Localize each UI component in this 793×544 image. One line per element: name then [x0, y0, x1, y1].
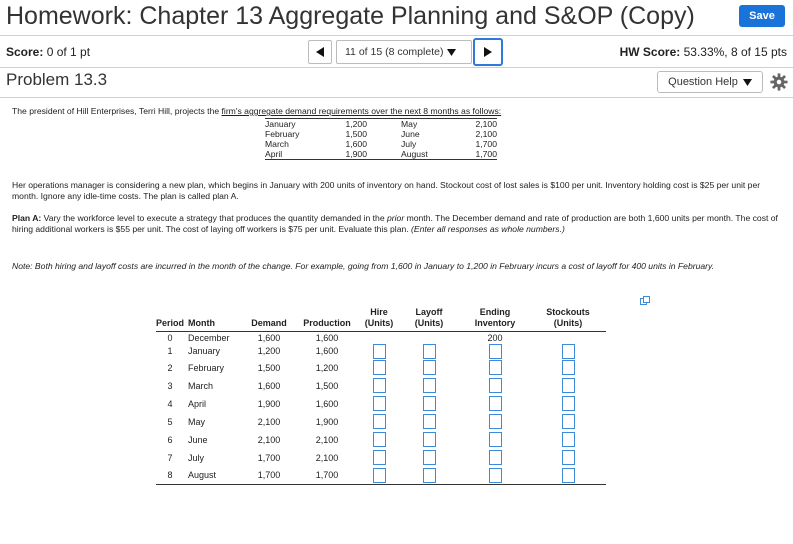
- divider: [0, 67, 793, 68]
- demand-demand-left: 1,600: [345, 139, 367, 149]
- ending-inventory-input[interactable]: [489, 432, 502, 447]
- hw-score: [620, 45, 787, 59]
- plan-a-label: Plan A:: [12, 213, 42, 223]
- table-row: [156, 413, 606, 431]
- plan-a-text: Vary the workforce level to execute a strategy that produces the quantity demanded in the: [41, 213, 387, 223]
- table-row: [156, 359, 606, 377]
- ending-inventory-input[interactable]: [489, 414, 502, 429]
- demand-row: [265, 149, 497, 160]
- ending-inventory-input[interactable]: [489, 468, 502, 483]
- hire-input[interactable]: [373, 450, 386, 465]
- header-ending-line2: Inventory: [474, 318, 516, 328]
- cell-demand: 1,500: [257, 362, 281, 373]
- page-title: Homework: Chapter 13 Aggregate Planning and S&OP (Copy): [6, 2, 695, 30]
- demand-table: [265, 118, 497, 160]
- stockouts-input[interactable]: [562, 468, 575, 483]
- cell-stockouts: [530, 413, 606, 431]
- header-stockouts-line1: Stockouts: [546, 307, 590, 317]
- cell-period: 4: [167, 398, 173, 409]
- cell-hire: [360, 344, 398, 359]
- cell-production: 1,200: [315, 362, 339, 373]
- demand-demand-right: 2,100: [471, 119, 497, 130]
- cell-month: February: [188, 362, 225, 373]
- header-layoff-line2: (Units): [414, 318, 444, 328]
- cell-period: 6: [167, 434, 173, 445]
- header-layoff-line1: Layoff: [415, 307, 443, 317]
- paragraph-operations: Her operations manager is considering a new plan, which begins in January with 200 units of inventory on hand. Stockout cost of lost sales is $100 per unit. Inventory holding cost is $25 per unit per month. Ignore any idle-time costs. The plan is called plan A.: [12, 180, 761, 201]
- cell-layoff: [398, 377, 460, 395]
- cell-production: 1,500: [315, 380, 339, 391]
- header-month: Month: [184, 307, 244, 332]
- layoff-input[interactable]: [423, 344, 436, 359]
- intro-text: The president of Hill Enterprises, Terri Hill, projects the: [12, 106, 222, 116]
- header-production: Production: [294, 307, 360, 332]
- stockouts-input[interactable]: [562, 414, 575, 429]
- paragraph-note: [12, 261, 782, 272]
- cell-period: 5: [167, 416, 173, 427]
- header-ending-line1: Ending: [479, 307, 511, 317]
- score: [6, 45, 90, 59]
- layoff-input[interactable]: [423, 414, 436, 429]
- cell-hire: [360, 467, 398, 485]
- cell-production: 1,600: [315, 332, 339, 343]
- layoff-input[interactable]: [423, 468, 436, 483]
- stockouts-input[interactable]: [562, 378, 575, 393]
- cell-period: 3: [167, 380, 173, 391]
- cell-hire: [360, 377, 398, 395]
- cell-hire: [360, 332, 398, 344]
- demand-row: [265, 129, 497, 139]
- cell-month: March: [188, 380, 214, 391]
- header-hire-line1: Hire: [370, 307, 388, 317]
- cell-ending-inventory: [460, 449, 530, 467]
- demand-demand-left: 1,200: [341, 119, 401, 130]
- cell-hire: [360, 431, 398, 449]
- cell-layoff: [398, 467, 460, 485]
- header-demand: Demand: [244, 307, 294, 332]
- save-button[interactable]: Save: [739, 5, 785, 27]
- layoff-input[interactable]: [423, 360, 436, 375]
- cell-stockouts: [530, 377, 606, 395]
- next-question-button[interactable]: [473, 38, 503, 66]
- demand-month-right: July: [401, 139, 417, 149]
- plan-a-text-2: month. The December demand and rate of production are both 1,600 units per month. The cost of hiring additional workers is $55 per unit. The cost of laying off workers is $75 per unit. Evaluate this plan.: [12, 213, 778, 234]
- demand-month-left: April: [265, 149, 341, 160]
- cell-hire: [360, 449, 398, 467]
- cell-month: June: [188, 434, 208, 445]
- cell-ending-inventory: [460, 413, 530, 431]
- cell-stockouts: [530, 395, 606, 413]
- demand-demand-left: 1,500: [345, 129, 367, 139]
- layoff-input[interactable]: [423, 378, 436, 393]
- demand-month-left: January: [265, 119, 341, 130]
- cell-hire: [360, 413, 398, 431]
- hire-input[interactable]: [373, 432, 386, 447]
- header-stockouts: [530, 307, 606, 332]
- demand-month-right: May: [401, 119, 471, 130]
- header-ending-inventory: [460, 307, 530, 332]
- cell-period: 2: [167, 362, 173, 373]
- cell-demand: 2,100: [257, 416, 281, 427]
- cell-month: January: [188, 346, 221, 356]
- cell-month: April: [188, 398, 207, 409]
- cell-demand: 1,900: [257, 398, 281, 409]
- demand-row: [265, 139, 497, 149]
- problem-title: Problem 13.3: [6, 70, 108, 89]
- intro-text-underlined: firm's aggregate demand requirements over the next 8 months as follows:: [221, 106, 502, 116]
- cell-production: 1,900: [315, 416, 339, 427]
- header-hire: [360, 307, 398, 332]
- cell-stockouts: [530, 332, 606, 344]
- cell-stockouts: [530, 449, 606, 467]
- cell-demand: 1,200: [257, 346, 281, 356]
- hire-input[interactable]: [373, 468, 386, 483]
- ending-inventory-input[interactable]: [489, 360, 502, 375]
- cell-hire: [360, 395, 398, 413]
- cell-layoff: [398, 449, 460, 467]
- table-row: [156, 395, 606, 413]
- divider: [0, 97, 793, 98]
- demand-demand-left: 1,900: [341, 149, 401, 160]
- demand-demand-right: 2,100: [475, 129, 497, 139]
- demand-month-right: June: [401, 129, 420, 139]
- cell-ending-inventory: [460, 377, 530, 395]
- cell-production: 1,700: [294, 467, 360, 485]
- stockouts-input[interactable]: [562, 450, 575, 465]
- cell-month: August: [184, 467, 244, 485]
- triangle-right-icon: [484, 47, 492, 57]
- score-value: 0 of 1 pt: [46, 45, 91, 59]
- ending-inventory-input[interactable]: [489, 450, 502, 465]
- ending-inventory-input[interactable]: [489, 378, 502, 393]
- cell-ending-inventory: 200: [487, 332, 503, 343]
- cell-period: 8: [156, 467, 184, 485]
- cell-production: 1,600: [315, 346, 339, 356]
- note-text: Both hiring and layoff costs are incurred in the month of the change. For example, going from 1,600 in January to 1,200 in February incurs a cost of layoff for 400 units in February.: [32, 261, 715, 271]
- hire-input[interactable]: [373, 414, 386, 429]
- header-hire-line2: (Units): [364, 318, 394, 328]
- layoff-input[interactable]: [423, 450, 436, 465]
- cell-month: May: [188, 416, 206, 427]
- cell-production: 2,100: [315, 452, 339, 463]
- caret-down-icon: [743, 79, 752, 86]
- cell-period: 7: [167, 452, 173, 463]
- copy-icon[interactable]: [640, 296, 650, 306]
- demand-month-left: February: [265, 129, 300, 139]
- hire-input[interactable]: [373, 378, 386, 393]
- cell-demand: 1,700: [244, 467, 294, 485]
- divider: [0, 35, 793, 36]
- demand-row: [265, 119, 497, 130]
- cell-stockouts: [530, 344, 606, 359]
- cell-period: 0: [167, 332, 173, 343]
- cell-period: 1: [167, 346, 173, 356]
- stockouts-input[interactable]: [562, 344, 575, 359]
- cell-layoff: [398, 344, 460, 359]
- cell-stockouts: [530, 467, 606, 485]
- layoff-input[interactable]: [423, 432, 436, 447]
- triangle-left-icon: [316, 47, 324, 57]
- demand-demand-right: 1,700: [475, 139, 497, 149]
- ending-inventory-input[interactable]: [489, 344, 502, 359]
- hire-input[interactable]: [373, 396, 386, 411]
- hire-input[interactable]: [373, 344, 386, 359]
- plan-table: [156, 307, 606, 485]
- note-label: Note:: [12, 261, 33, 271]
- cell-production: 2,100: [315, 434, 339, 445]
- cell-layoff: [398, 359, 460, 377]
- cell-layoff: [398, 431, 460, 449]
- cell-ending-inventory: [460, 431, 530, 449]
- cell-ending-inventory: [460, 467, 530, 485]
- hw-score-value: 53.33%, 8 of 15 pts: [683, 45, 787, 59]
- header-stockouts-line2: (Units): [553, 318, 583, 328]
- score-label: Score:: [6, 45, 44, 59]
- cell-demand: 2,100: [257, 434, 281, 445]
- gear-icon[interactable]: [770, 73, 788, 91]
- caret-down-icon: [447, 49, 456, 56]
- question-help-label: Question Help: [668, 76, 738, 88]
- question-select[interactable]: [336, 40, 472, 64]
- table-row: [156, 449, 606, 467]
- stockouts-input[interactable]: [562, 432, 575, 447]
- ending-inventory-input[interactable]: [489, 396, 502, 411]
- previous-question-button[interactable]: [308, 40, 332, 64]
- table-row-december: [156, 332, 606, 344]
- cell-stockouts: [530, 431, 606, 449]
- demand-demand-right: 1,700: [471, 149, 497, 160]
- table-row: [156, 467, 606, 485]
- paragraph-plan-a: [12, 213, 782, 235]
- cell-stockouts: [530, 359, 606, 377]
- cell-ending-inventory: [460, 359, 530, 377]
- demand-month-right: August: [401, 149, 471, 160]
- table-row: [156, 431, 606, 449]
- cell-ending-inventory: [460, 395, 530, 413]
- question-help-button[interactable]: [657, 71, 763, 93]
- hw-score-label: HW Score:: [619, 45, 681, 59]
- stockouts-input[interactable]: [562, 360, 575, 375]
- cell-hire: [360, 359, 398, 377]
- cell-month: July: [188, 452, 205, 463]
- cell-layoff: [398, 332, 460, 344]
- cell-layoff: [398, 395, 460, 413]
- cell-demand: 1,600: [257, 380, 281, 391]
- plan-a-instruction: (Enter all responses as whole numbers.): [411, 224, 565, 234]
- plan-a-prior: prior: [387, 213, 405, 223]
- question-select-label: 11 of 15 (8 complete): [345, 46, 444, 58]
- table-row: [156, 344, 606, 359]
- table-row: [156, 377, 606, 395]
- cell-month: December: [188, 332, 230, 343]
- header-period: Period: [156, 307, 184, 332]
- cell-production: 1,600: [315, 398, 339, 409]
- stockouts-input[interactable]: [562, 396, 575, 411]
- hire-input[interactable]: [373, 360, 386, 375]
- cell-ending-inventory: [460, 344, 530, 359]
- demand-month-left: March: [265, 139, 289, 149]
- cell-demand: 1,600: [257, 332, 281, 343]
- cell-demand: 1,700: [257, 452, 281, 463]
- cell-layoff: [398, 413, 460, 431]
- layoff-input[interactable]: [423, 396, 436, 411]
- problem-intro: [12, 106, 782, 117]
- header-layoff: [398, 307, 460, 332]
